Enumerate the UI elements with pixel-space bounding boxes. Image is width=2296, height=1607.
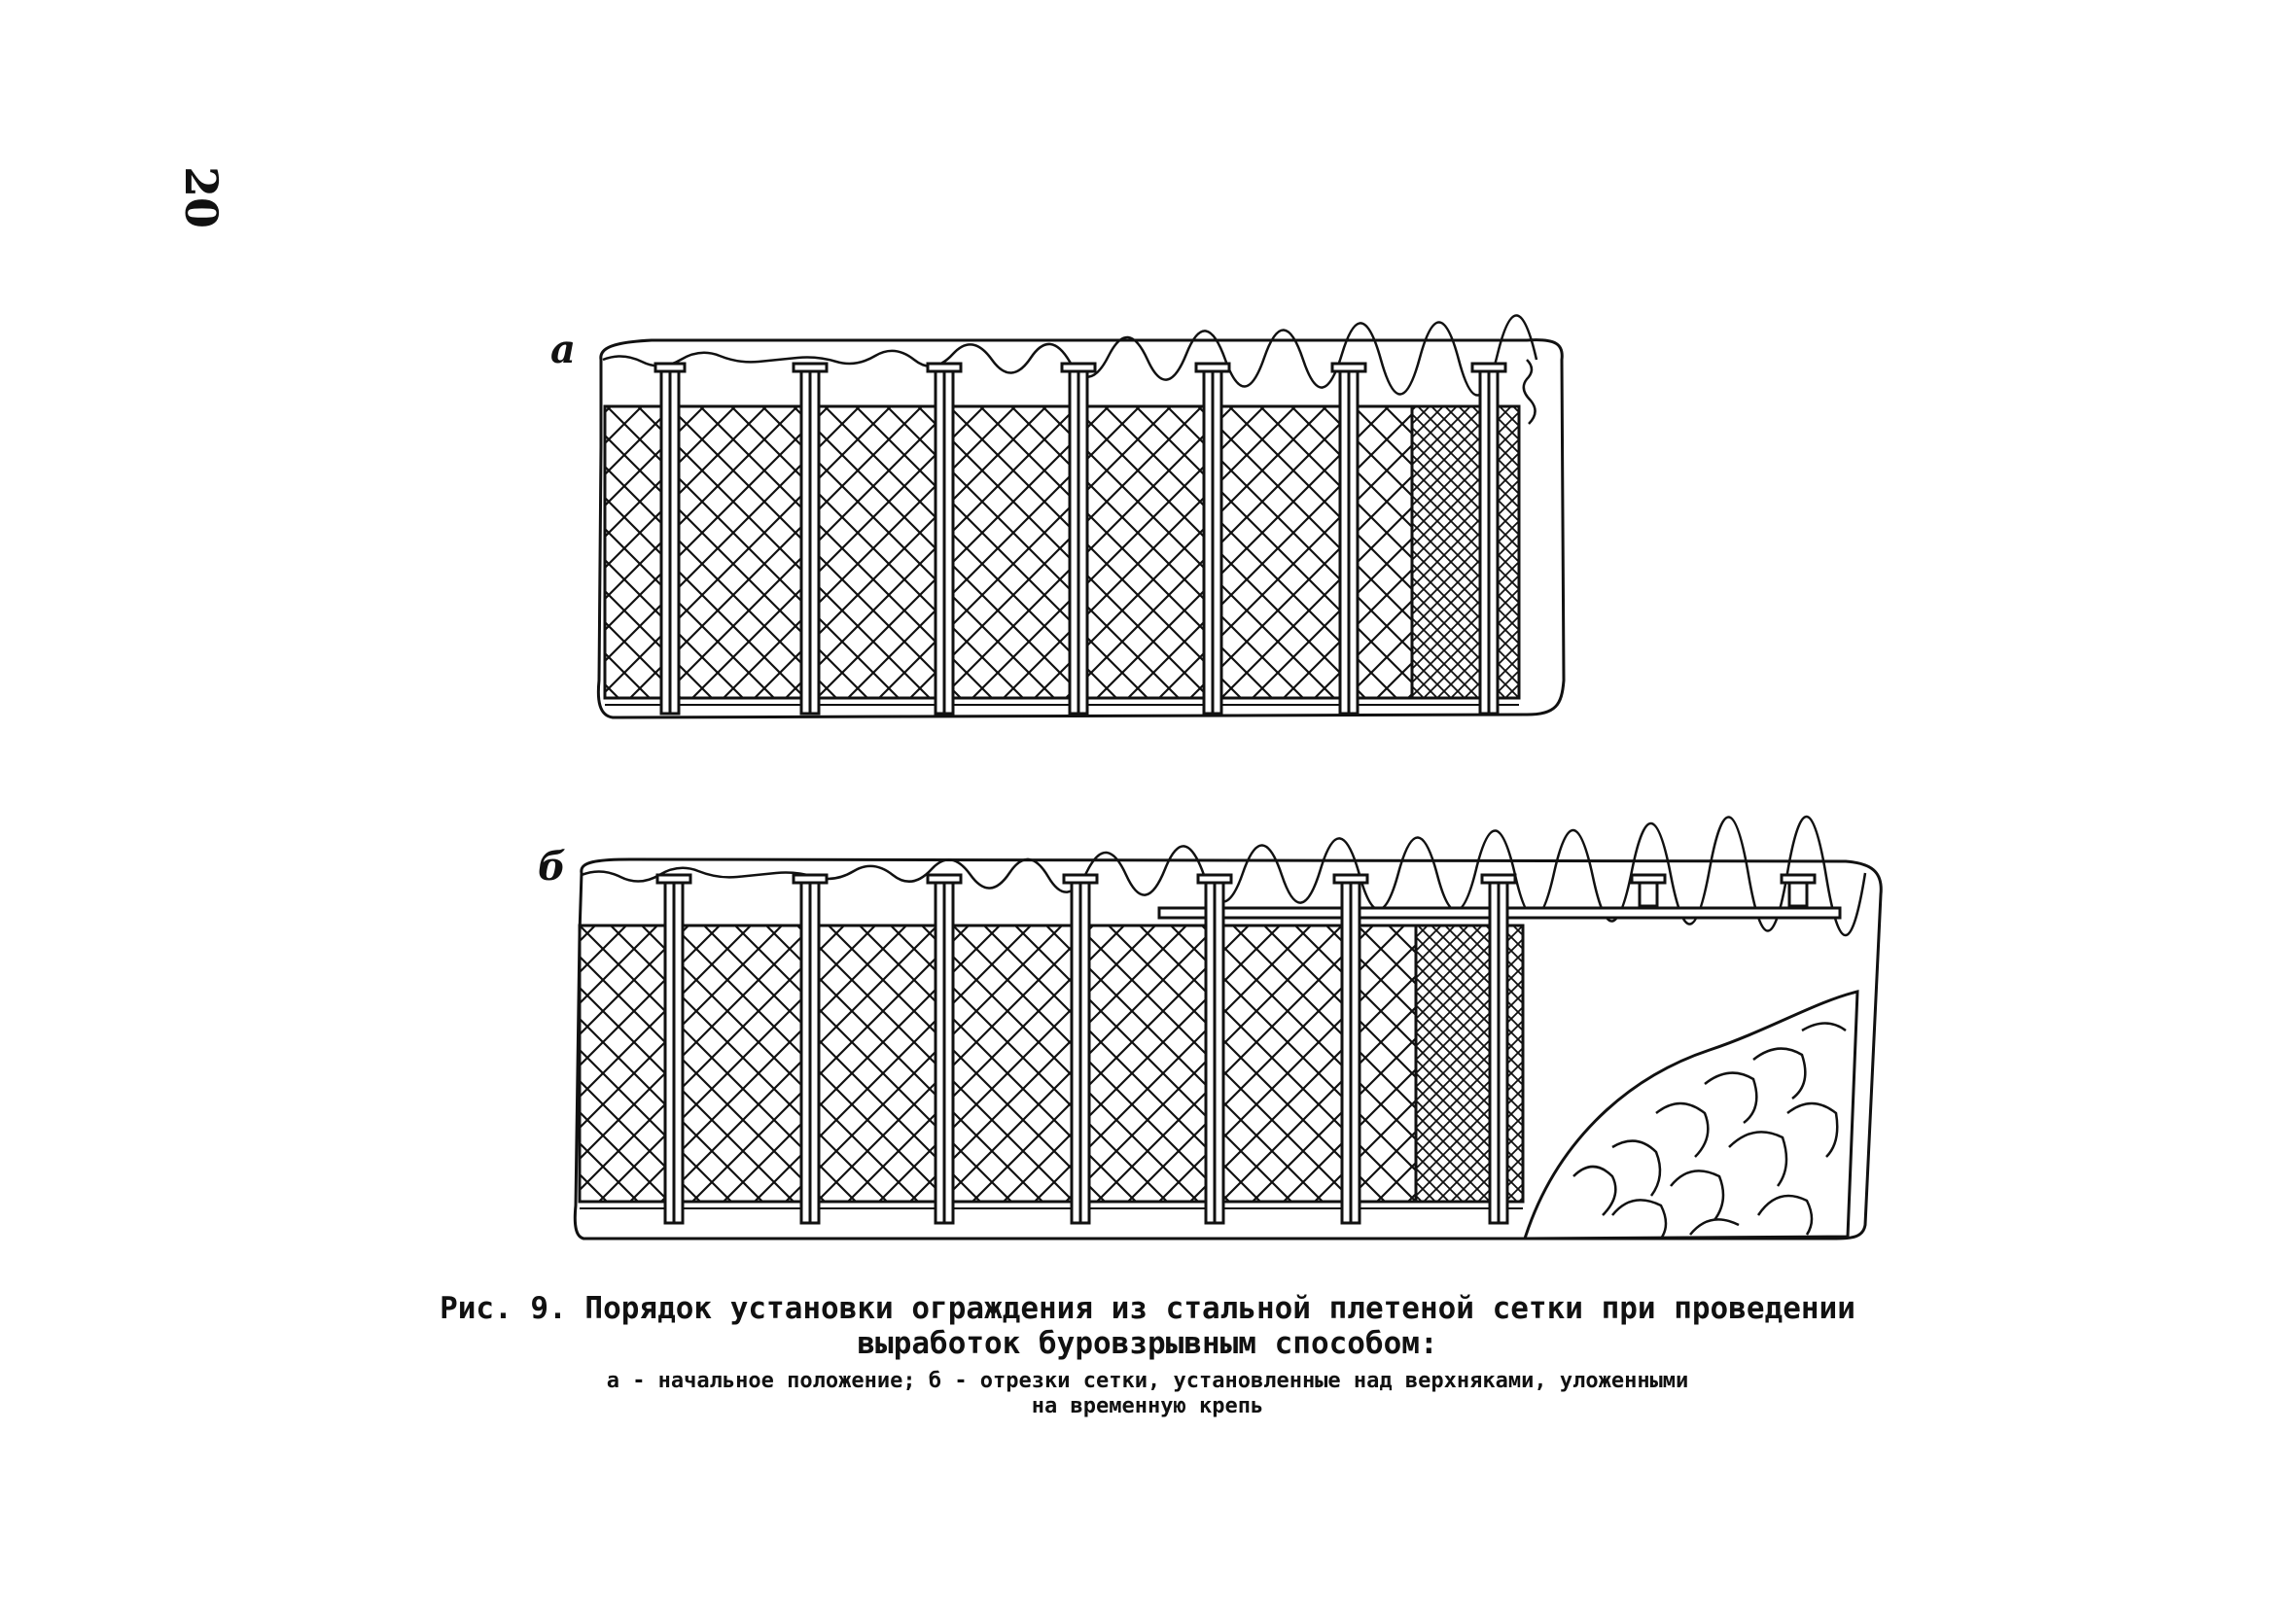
panel-b-label: б: [538, 844, 566, 890]
figure-panel-a: [593, 331, 1566, 729]
caption-legend-line-2: на временную крепь: [1031, 1394, 1264, 1418]
post-cap: [1782, 875, 1815, 906]
page-number: 20: [175, 165, 228, 228]
post: [655, 364, 685, 714]
post-cap: [1632, 875, 1665, 906]
figure-caption-title: [428, 1291, 1867, 1361]
figure-panel-b: [572, 856, 1894, 1244]
caption-legend-line-1: а - начальное положение; б - отрезки сетки, установленные над верхняками, уложенными: [606, 1369, 1689, 1393]
mesh-net-dense: [1412, 406, 1519, 698]
caption-title-line-1: Рис. 9. Порядок установки ограждения из стальной плетеной сетки при проведении: [440, 1291, 1855, 1326]
mesh-net: [605, 406, 1412, 698]
mesh-net: [580, 926, 1416, 1202]
figure-caption-legend: [428, 1369, 1867, 1419]
caption-title-line-2: выработок буровзрывным способом:: [857, 1326, 1438, 1361]
panel-a-label: а: [550, 327, 576, 372]
